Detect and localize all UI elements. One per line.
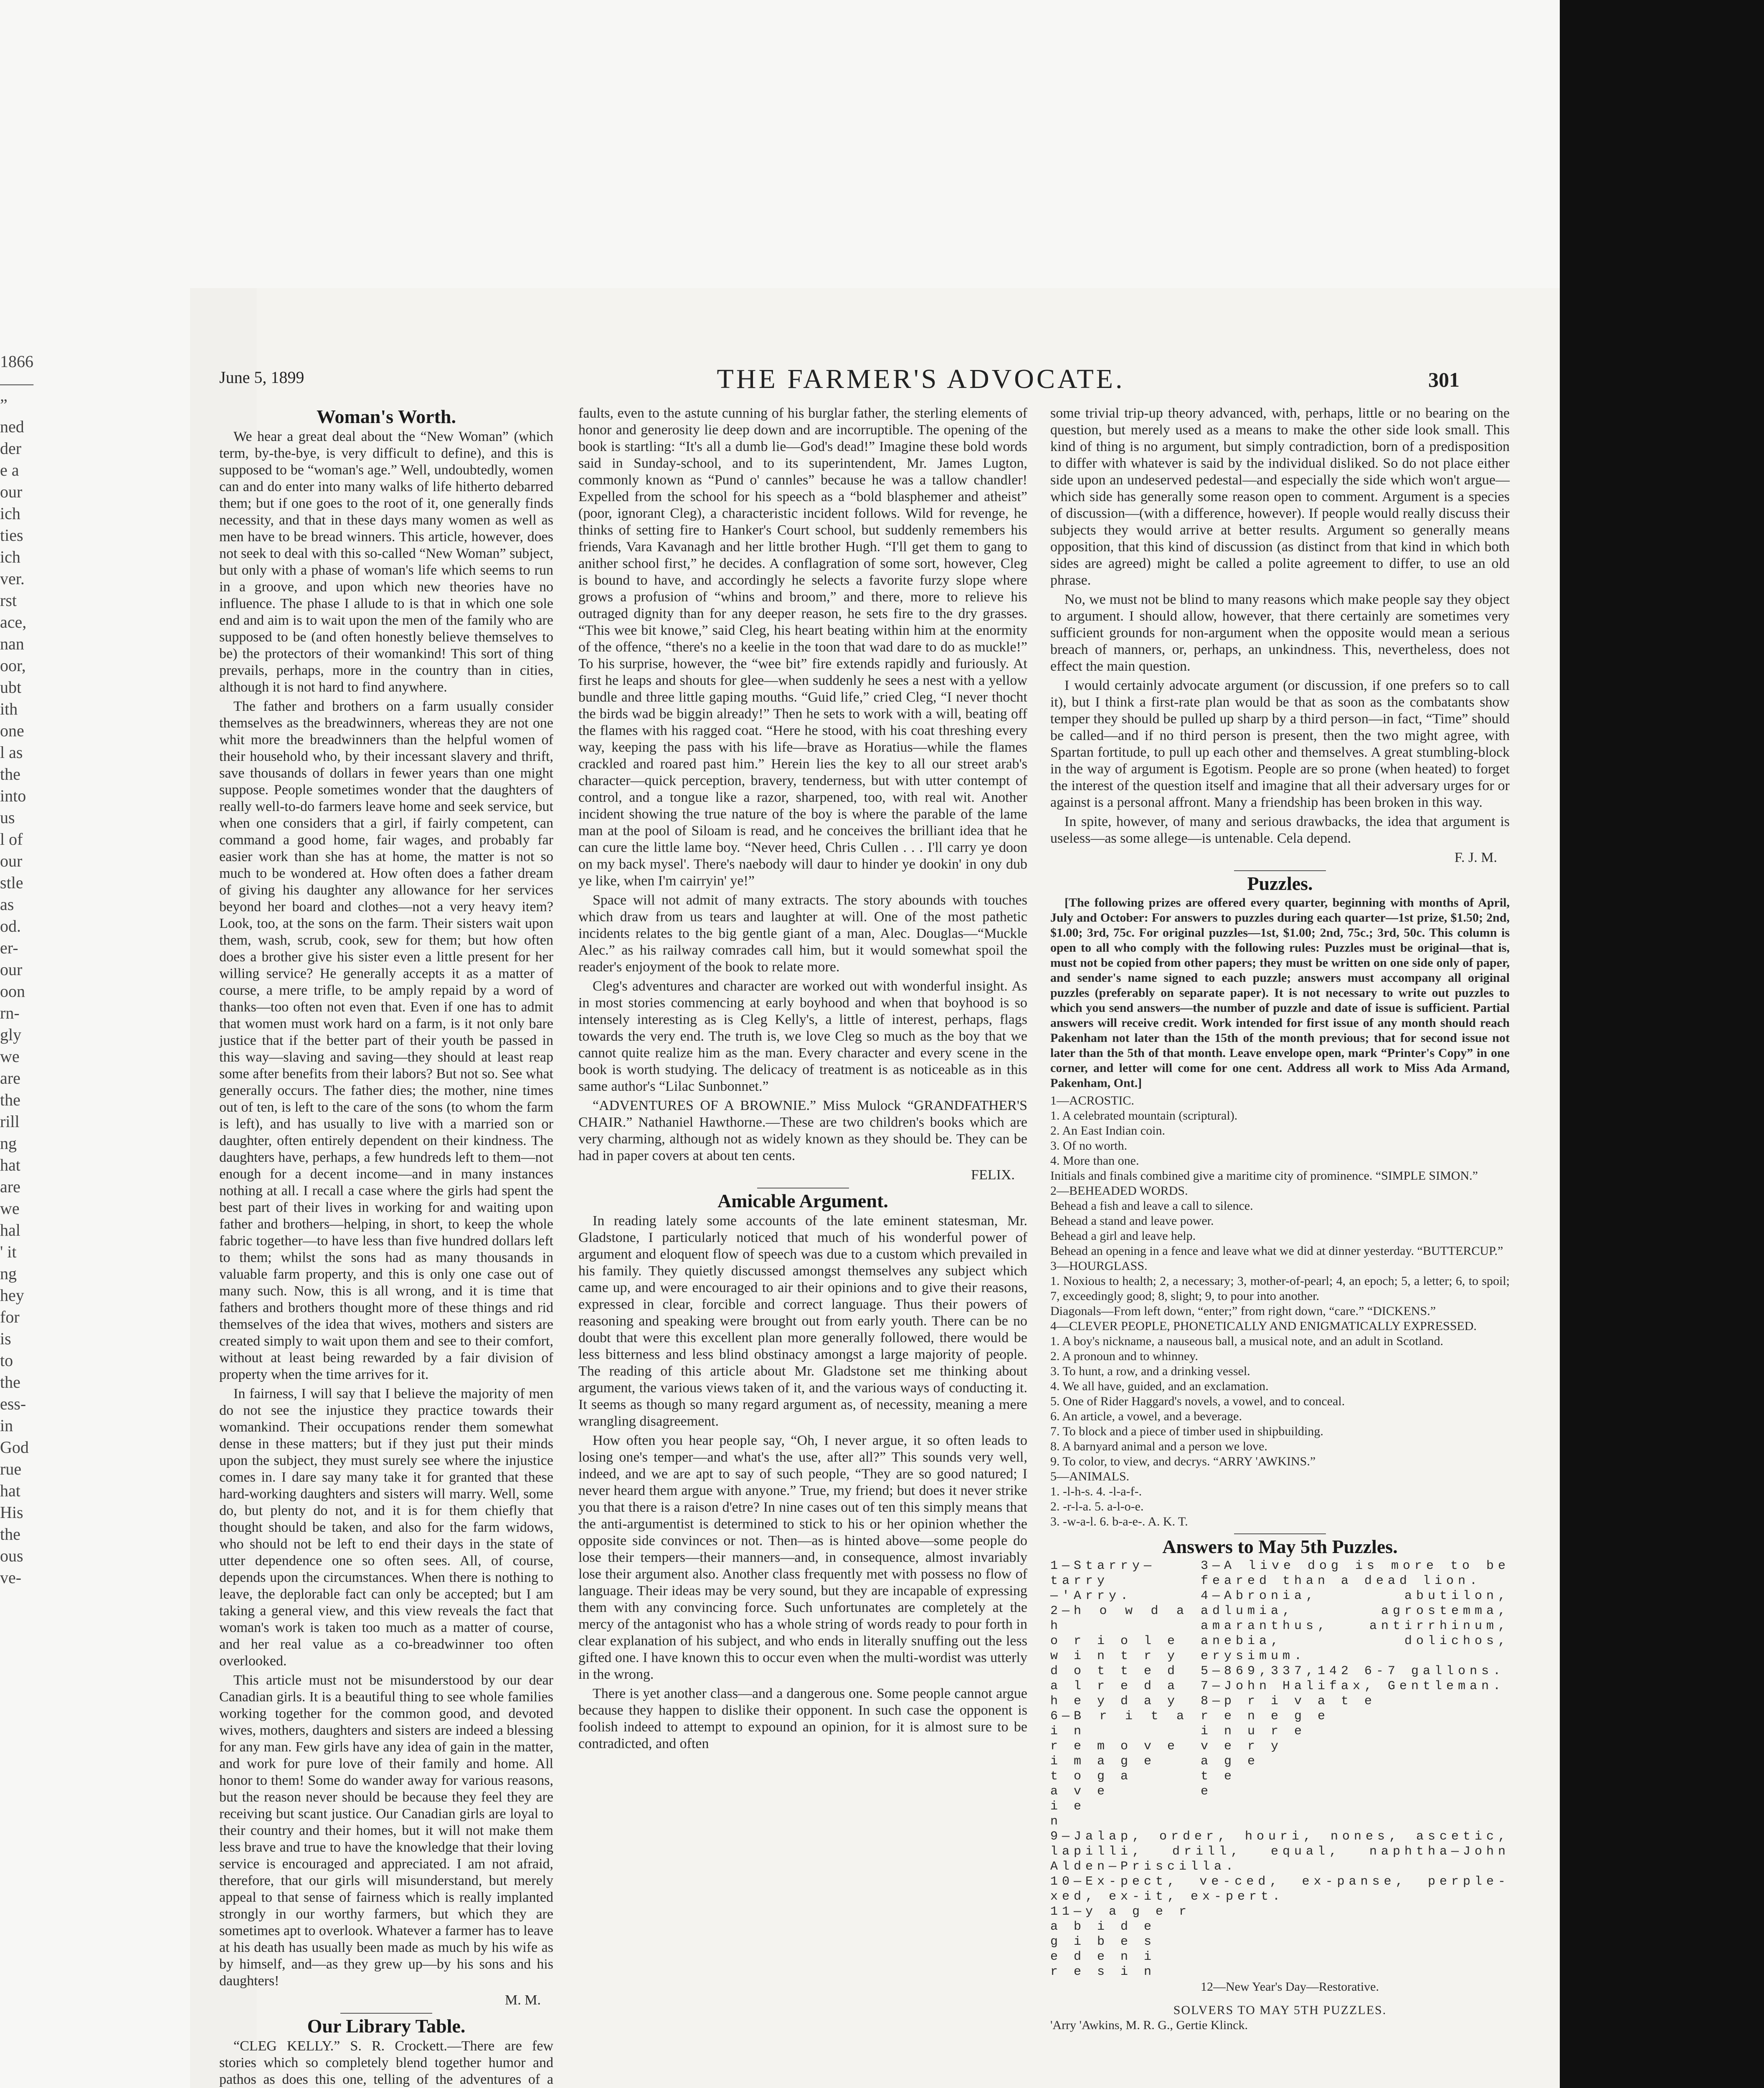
bleed-fragment: 1866: [0, 352, 33, 371]
bleed-fragment: e a: [0, 461, 19, 479]
answer-line: a l r e d a: [1050, 1679, 1179, 1693]
puzzles-intro: [The following prizes are offered every quarter, beginning with months of April, July and October: For answers to puzzles during each quarter—1st prize, $1.50; 2nd, $1.00; 3rd, 75c. For original puzzles—1st, $1.00; 2nd, 75c.; 3rd, 50c. This column is open to all who comply with the following rules: Puzzles must be original—that is, must not be copied from other papers; they must be written on one side only of paper, and sender's name signed to each puzzle; answers must accompany all original puzzles (preferably on separate paper). It is not necessary to write out puzzles to which you send answers—the number of puzzle and date of issue is sufficient. Partial answers will receive credit. Work intended for first issue of any month should reach Pakenham not later than the 15th of the month previous; that for second issue not later than the 5th of that month. Leave envelope open, mark “Printer's Copy” in one corner, and letter will come for one cent. Address all work to Miss Ada Armand, Pakenham, Ont.]: [1050, 896, 1510, 1090]
article-paragraph: No, we must not be blind to many reasons which make people say they object to argument. I should allow, however, that there certainly are sometimes very sufficient grounds for non-argument when the opposite would mean a serious breach of manners, or, perhaps, an unkindness. This, nevertheless, does not effect the main question.: [1050, 592, 1510, 674]
puzzle-line: Behead an opening in a fence and leave what we did at dinner yesterday. “BUTTERCUP.”: [1050, 1244, 1503, 1258]
adjacent-page-fragments: [0, 351, 42, 1589]
bleed-fragment: ace,: [0, 613, 27, 631]
answer-line: i n u r e: [1201, 1724, 1306, 1738]
divider: [1234, 870, 1326, 871]
answer-line: r e n e g e: [1201, 1709, 1330, 1723]
puzzle-line: 2. An East Indian coin.: [1050, 1124, 1165, 1138]
bleed-fragment: for: [0, 1308, 20, 1326]
bleed-fragment: rn-: [0, 1003, 20, 1022]
bleed-fragment: er-: [0, 938, 18, 957]
bleed-fragment: hat: [0, 1481, 20, 1500]
bleed-fragment: ver.: [0, 569, 25, 588]
bleed-fragment: our: [0, 851, 23, 870]
answer-line: o r i o l e: [1050, 1634, 1179, 1648]
article-signature: F. J. M.: [1454, 850, 1497, 865]
bleed-fragment: l as: [0, 743, 23, 762]
answer-line: 10—Ex-pect, ve-ced, ex-panse, perple-xed, ex-it, ex-pert.: [1050, 1875, 1510, 1904]
answer-line: 7—John Halifax, Gentleman.: [1201, 1679, 1505, 1693]
puzzle-line: 1. A boy's nickname, a nauseous ball, a musical note, and an adult in Scotland.: [1050, 1334, 1444, 1348]
puzzles-heading: Puzzles.: [1247, 873, 1313, 894]
article-paragraph: I would certainly advocate argument (or discussion, if one prefers so to call it), but I think a first-rate plan would be that as soon as the combatants show temper they should be pulled up sharp by a third person—in fact, “Time” should be called—and if no third person is present, then the two might agree, with Spartan fortitude, to pull up each other and themselves. A great stumbling-block in the way of argument is Egotism. People are so prone (when heated) to forget the interest of the question itself and imagine that all their adversary urges for or against is a personal affront. Many a friendship has been broken in this way.: [1050, 678, 1510, 810]
bleed-fragment: His: [0, 1503, 23, 1522]
answer-12: 12—New Year's Day—Restorative.: [1201, 1980, 1379, 1994]
answer-line: d o t t e d: [1050, 1664, 1179, 1678]
bleed-fragment: ich: [0, 547, 20, 566]
bleed-fragment: into: [0, 786, 26, 805]
bleed-fragment: ”: [0, 395, 8, 414]
bleed-fragment: we: [0, 1047, 20, 1066]
bleed-fragment: ous: [0, 1546, 23, 1565]
answer-line: 3—A live dog is more to be feared than a dead lion.: [1201, 1559, 1510, 1588]
answer-line: a g e: [1201, 1754, 1260, 1769]
answers-block: [1050, 1558, 1510, 1829]
bleed-fragment: one: [0, 721, 24, 740]
solvers-heading: SOLVERS TO MAY 5TH PUZZLES.: [1173, 2003, 1387, 2017]
bleed-fragment: stle: [0, 873, 23, 892]
article-paragraph: How often you hear people say, “Oh, I never argue, it so often leads to losing one's temper—and what's the use, after all?” This sounds very well, indeed, and we are apt to say of such people, “They are so good natured; I never heard them argue with anyone.” True, my friend; but does it never strike you that there is a raison d'etre? In nine cases out of ten this simply means that the anti-argumentist is determined to stick to his or her opinion whether the opposite side convinces or not. Then—as is hinted above—some people do lose their tempers—their manners—and, in consequence, almost invariably lose their argument also. Another class frequently met with possess no flow of language. Their ideas may be very sound, but they are incapable of expressing them with any convincing force. Such unfortunates are completely at the mercy of the antagonist who has a whole string of words ready to pour forth in clear explanation of his subject, and who ends in literally snuffing out the less gifted one. I have known this to occur even when the multi-wordist was utterly in the wrong.: [578, 1433, 1027, 1682]
bleed-fragment: ith: [0, 699, 18, 718]
bleed-fragment: ng: [0, 1264, 17, 1283]
article-paragraph: “CLEG KELLY.” S. R. Crockett.—There are few stories which so completely blend together humor and pathos as does this one, telling of the adventures of a: [219, 2038, 553, 2087]
scan-border: [1560, 0, 1764, 2088]
bleed-fragment: as: [0, 895, 14, 914]
bleed-fragment: ng: [0, 1134, 17, 1153]
puzzle-line: 6. An article, a vowel, and a beverage.: [1050, 1409, 1242, 1423]
answer-line: 9—Jalap, order, houri, nones, ascetic, lapilli, drill, equal, naphtha—John Alden—Priscilla.: [1050, 1830, 1510, 1874]
article-paragraph: In spite, however, of many and serious drawbacks, the idea that argument is useless—as some allege—is untenable. Cela depend.: [1050, 814, 1510, 846]
puzzle-line: 5—ANIMALS.: [1050, 1470, 1130, 1483]
bleed-fragment: ties: [0, 526, 23, 545]
puzzle-line: 5. One of Rider Haggard's novels, a vowel, and to conceal.: [1050, 1394, 1345, 1408]
issue-date: June 5, 1899: [219, 368, 304, 387]
bleed-fragment: the: [0, 1090, 20, 1109]
puzzle-line: 1. Noxious to health; 2, a necessary; 3, mother-of-pearl; 4, an epoch; 5, a letter; 6, to spoil; 7, exceedingly good; 8, slight; 9, to pour into another.: [1050, 1274, 1510, 1303]
bleed-fragment: nan: [0, 634, 24, 653]
bleed-fragment: rill: [0, 1112, 20, 1131]
article-heading-amicable-argument: Amicable Argument.: [717, 1190, 888, 1211]
article-paragraph: In fairness, I will say that I believe the majority of men do not see the injustice they practice towards their womankind. Their occupations render them somewhat dense in these matters; but if they just put their minds upon the subject, they must surely see where the injustice comes in. I dare say many take it for granted that these hard-working daughters and sisters will marry. Well, some do, but plenty do not, and it is for them chiefly that thought should be taken, and also for the farm widows, who should not be left to end their days in the state of utter dependence one so often sees. All, of course, depends upon the circumstances. When there is nothing to leave, the deplorable fact can only be accepted; but I am taking a general view, and this view reveals the fact that woman's work is taken too much as a matter of course, and her real value as a co-breadwinner too often overlooked.: [219, 1386, 553, 1669]
answer-line: 11—y a g e r: [1050, 1905, 1191, 1919]
answer-line: i e: [1050, 1799, 1086, 1814]
puzzle-line: 9. To color, to view, and decrys. “ARRY 'AWKINS.”: [1050, 1455, 1316, 1468]
answers-right: [1201, 1558, 1510, 1829]
bleed-fragment: rst: [0, 591, 17, 610]
bleed-fragment: the: [0, 1373, 20, 1391]
answer-line: t e: [1201, 1769, 1236, 1784]
answer-line: r e m o v e: [1050, 1739, 1179, 1754]
divider: [340, 2013, 432, 2014]
masthead-title: THE FARMER'S ADVOCATE.: [717, 364, 1125, 394]
article-paragraph: Space will not admit of many extracts. The story abounds with touches which draw from us tears and laughter at will. One of the most pathetic incidents relates to the big gentle giant of a man, Alec. Douglas—“Muckle Alec.” as his railway comrades call him, but it would somewhat spoil the reader's enjoyment of the book to relate more.: [578, 892, 1027, 975]
answer-line: n: [1050, 1814, 1062, 1829]
bleed-fragment: ess-: [0, 1394, 26, 1413]
solvers-list: 'Arry 'Awkins, M. R. G., Gertie Klinck.: [1050, 2018, 1248, 2032]
bleed-fragment: hal: [0, 1221, 20, 1239]
bleed-fragment: hey: [0, 1286, 24, 1305]
bleed-fragment: ve-: [0, 1568, 22, 1587]
bleed-fragment: ned: [0, 417, 24, 436]
answer-line: v e r y: [1201, 1739, 1283, 1754]
answer-line: e d e n i: [1050, 1950, 1156, 1964]
article-paragraph: faults, even to the astute cunning of his burglar father, the sterling elements of honor and generosity lie deep down and are incorruptible. The opening of the book is startling: “It's all a dumb lie—God's dead!” Imagine these bold words said in Sunday-school, and to its superintendent, Mr. James Lugton, commonly known as “Pund o' cannles” because he was a tallow chandler! Expelled from the school for his speech as a “bold blasphemer and atheist” (poor, ignorant Cleg), a characteristic incident follows. Wild for revenge, he thinks of setting fire to Hanker's Court school, but suddenly remembers his friends, Vara Kavanagh and her little brother Hugh. “I'll get them to gang to anither school first,” he decides. A conflagration of some sort, however, Cleg is bound to have, and accordingly he selects a favorite furzy slope where grows a profusion of “whins and broom,” and there, more to relieve his outraged dignity than for any deeper reason, he sets fire to the dry grasses. “This wee bit knowe,” said Cleg, his heart beating within him at the enormity of the offence, “there's no a keelie in the toon that wad dare to do as muckle!” To his surprise, however, the “wee bit” fire extends rapidly and furiously. At first he leaps and shouts for glee—when suddenly he sees a nest with a yellow bundle and three little gaping mouths. “Guid life,” cried Cleg, “I never thocht the birds wad be biggin already!” Then he sets to work with a will, beating off the flames with his ragged coat. “Here he stood, with his coat threshing every way, keeping the pass with his life—brave as Horatius—while the flames crackled and roared past him.” Herein lies the key to all our street arab's character—quick perception, bravery, tenderness, but with utter contempt of control, and a tongue like a razor, sharpened, too, with real wit. Another incident showing the true nature of the boy is where the parable of the lame man at the pool of Siloam is read, and he conceives the brilliant idea that he can cure the little lame boy. “Never heed, Chris Cullen . . . I'll carry ye doon on my back mysel'. There's naebody will daur to hinder ye dookin' in ony dub ye like, when I'm cairryin' ye!”: [578, 405, 1027, 889]
puzzle-line: 4—CLEVER PEOPLE, PHONETICALLY AND ENIGMATICALLY EXPRESSED.: [1050, 1319, 1477, 1333]
article-paragraph: some trivial trip-up theory advanced, with, perhaps, little or no bearing on the question, but merely used as a means to make the other side look small. This kind of thing is no argument, but simply contradiction, born of a predisposition to differ with whatever is said by the individual disliked. So do not place either side upon an undeserved pedestal—and especially the side which won't argue—which side has generally some reason open to comment. Argument is a species of discussion—(with a difference, however). If people would really discuss their subjects they would arrive at better results. Argument so generally means opposition, that this kind of discussion (as distinct from that kind in which both sides are agreed) might be called a polite agreement to differ, to use an old phrase.: [1050, 405, 1510, 588]
answer-line: t o g a: [1050, 1769, 1133, 1784]
puzzle-line: 1. A celebrated mountain (scriptural).: [1050, 1109, 1238, 1123]
answer-line: w i n t r y: [1050, 1649, 1179, 1663]
answer-line: e: [1201, 1784, 1213, 1799]
column-right: [1050, 405, 1510, 2033]
bleed-fragment: ' it: [0, 1242, 17, 1261]
bleed-fragment: God: [0, 1438, 29, 1457]
puzzle-line: 4. We all have, guided, and an exclamation.: [1050, 1379, 1269, 1393]
bleed-fragment: gly: [0, 1025, 22, 1044]
answer-line: 8—p r i v a t e: [1201, 1694, 1376, 1708]
puzzle-line: Behead a fish and leave a call to silence.: [1050, 1199, 1253, 1213]
puzzle-line: Behead a stand and leave power.: [1050, 1214, 1214, 1228]
article-heading-womans-worth: Woman's Worth.: [317, 406, 456, 427]
puzzle-line: 2—BEHEADED WORDS.: [1050, 1184, 1188, 1198]
puzzle-line: 4. More than one.: [1050, 1154, 1139, 1168]
puzzles-list: [1050, 1093, 1510, 1529]
puzzle-line: Initials and finals combined give a maritime city of prominence. “SIMPLE SIMON.”: [1050, 1169, 1478, 1183]
bleed-fragment: oon: [0, 982, 25, 1001]
puzzle-line: Diagonals—From left down, “enter;” from right down, “care.” “DICKENS.”: [1050, 1304, 1436, 1318]
bleed-fragment: to: [0, 1351, 13, 1370]
puzzle-line: 2. A pronoun and to whinney.: [1050, 1349, 1198, 1363]
puzzle-line: 3. To hunt, a row, and a drinking vessel.: [1050, 1364, 1250, 1378]
answer-line: a b i d e: [1050, 1920, 1156, 1934]
puzzle-line: Behead a girl and leave help.: [1050, 1229, 1196, 1243]
bleed-fragment: der: [0, 439, 22, 458]
puzzle-line: 1—ACROSTIC.: [1050, 1094, 1134, 1107]
answer-line: 4—Abronia, abutilon, adlumia, agrostemma, amaranthus, antirrhinum, anebia, dolichos, erysimum.: [1201, 1589, 1510, 1663]
puzzle-line: 7. To block and a piece of timber used in shipbuilding.: [1050, 1424, 1323, 1438]
answer-line: h e y d a y: [1050, 1694, 1179, 1708]
article-signature: M. M.: [505, 1992, 541, 2008]
puzzle-line: 1. -l-h-s. 4. -l-a-f-.: [1050, 1485, 1142, 1498]
answer-line: 1—Starry—tarry—'Arry.: [1050, 1559, 1156, 1603]
answer-line: a v e: [1050, 1784, 1109, 1799]
bleed-fragment: hat: [0, 1155, 20, 1174]
article-heading-library-table: Our Library Table.: [307, 2015, 466, 2037]
article-paragraph: This article must not be misunderstood by our dear Canadian girls. It is a beautiful thing to see whole families working together for the common good, and devoted wives, mothers, daughters and sisters are indeed a blessing for any man. Few girls have any idea of gain in the matter, and work for pure love of their family and home. All honor to them! Some do wander away for various reasons, but the reason never should be because they feel they are receiving but scant justice. Our Canadian girls are loyal to their country and their homes, but it will not make them less brave and true to have the knowledge that their loving service is encouraged and appreciated. I am not afraid, therefore, that our girls will misunderstand, but merely appeal to that sense of fairness which is really implanted strongly in our worthy farmers, but which they are sometimes apt to overlook. Whatever a farmer has to leave at his death has usually been made as much by his wife as by himself, and—as they grew up—by his sons and his daughters!: [219, 1672, 553, 1989]
bleed-fragment: us: [0, 808, 15, 827]
puzzle-line: 3. Of no worth.: [1050, 1139, 1128, 1153]
answer-line: 6—B r i t a i n: [1050, 1709, 1188, 1738]
article-paragraph: There is yet another class—and a dangerous one. Some people cannot argue because they happen to dislike their opponent. In such case the opponent is foolish indeed to attempt to expound an opinion, for it is almost sure to be contradicted, and often: [578, 1686, 1027, 1751]
bleed-fragment: the: [0, 765, 20, 783]
bleed-fragment: od.: [0, 917, 21, 935]
bleed-fragment: are: [0, 1177, 20, 1196]
bleed-fragment: are: [0, 1069, 20, 1087]
article-signature: FELIX.: [971, 1167, 1015, 1183]
answer-line: i m a g e: [1050, 1754, 1156, 1769]
bleed-fragment: ich: [0, 504, 20, 523]
bleed-fragment: the: [0, 1525, 20, 1543]
article-paragraph: We hear a great deal about the “New Woman” (which term, by-the-bye, is very difficult to define), and this is supposed to be “woman's age.” Well, undoubtedly, women can and do enter into many walks of life hitherto debarred them; but if one goes to the root of it, one generally finds necessity, and that in these days many women as well as men have to be bread winners. This article, however, does not seek to deal with this so-called “New Woman” subject, but only with a phase of woman's life which seems to run in a groove, and upon which new theories have no influence. The phase I allude to is that in which one sole end and aim is to wait upon the men of the family who are supposed to be (and often honestly believe themselves to be) the protectors of their womankind! This sort of thing prevails, perhaps, more in the country than in cities, although it is not hard to find anywhere.: [219, 429, 553, 695]
answers-left: [1050, 1558, 1188, 1829]
bleed-fragment: we: [0, 1199, 20, 1218]
bleed-fragment: is: [0, 1329, 11, 1348]
bleed-fragment: our: [0, 960, 23, 979]
bleed-fragment: ubt: [0, 678, 22, 697]
bleed-fragment: rue: [0, 1460, 22, 1478]
puzzle-line: 2. -r-l-a. 5. a-l-o-e.: [1050, 1500, 1144, 1513]
answers-heading: Answers to May 5th Puzzles.: [1162, 1536, 1398, 1557]
bleed-fragment: in: [0, 1416, 13, 1435]
page-number: 301: [1428, 368, 1460, 391]
answers-tail: [1050, 1829, 1510, 1979]
answer-line: r e s i n: [1050, 1965, 1156, 1979]
puzzle-line: 3—HOURGLASS.: [1050, 1259, 1148, 1273]
bleed-fragment: our: [0, 482, 23, 501]
bleed-fragment: l of: [0, 830, 23, 849]
column-middle: [578, 405, 1027, 1755]
article-paragraph: The father and brothers on a farm usually consider themselves as the breadwinners, whereas they are not one whit more the breadwinners than the helpful women of their household who, by their incessant slavery and thrift, save thousands of dollars in fewer years than one might suppose. People sometimes wonder that the daughters of really well-to-do farmers leave home and seek service, but when one considers that a girl, if fairly competent, can command a good home, fair wages, and probably far easier work than she has at home, the matter is not so much to be wondered at. How often does a father dream of giving his daughter any allowance for her services beyond her board and clothes—not a very heavy item? Look, too, at the sons on the farm. Their sisters wait upon them, wash, scrub, cook, sew for them; but how often does a brother give his sister even a little present for her willing service? He generally accepts it as a matter of course, a mere trifle, to be amply repaid by a word of thanks—too often not even that. Even if one has to admit that women must work hard on a farm, is it not only bare justice that if the better part of their youth be passed in this way—slaving and saving—they should at least reap some after benefits from their labors? But not so. See what generally occurs. The father dies; the mother, nine times out of ten, is left to the care of the sons (to whom the farm is left), and has usually to live with a married son or daughter, often entirely dependent on their kindness. The daughters have, perhaps, a few hundreds left to them—not enough for a decent income—and in many instances nothing at all. I recall a case where the girls had spent the best part of their lives in working for and waiting upon father and brothers—helping, in short, to keep the whole fabric together—to have less than five hundred dollars left to them; whilst the sons had as many thousands in valuable farm property, and this is only one case out of many such. Now, this is all wrong, and it is time that fathers and brothers thought more of these things and rid themselves of the idea that wives, mothers and sisters are created simply to wait upon them and see to their comfort, without at least being rewarded by a fair division of property when the time arrives for it.: [219, 699, 553, 1382]
puzzle-line: 8. A barnyard animal and a person we love.: [1050, 1439, 1267, 1453]
puzzle-line: 3. -w-a-l. 6. b-a-e-. A. K. T.: [1050, 1515, 1188, 1528]
article-paragraph: “ADVENTURES OF A BROWNIE.” Miss Mulock “GRANDFATHER'S CHAIR.” Nathaniel Hawthorne.—These are two children's books which are very charming, although not as widely known as they should be. They can be had in paper covers at about ten cents.: [578, 1098, 1027, 1163]
answer-line: g i b e s: [1050, 1935, 1156, 1949]
divider: [1234, 1533, 1326, 1534]
bleed-fragment: oor,: [0, 656, 26, 675]
article-paragraph: Cleg's adventures and character are worked out with wonderful insight. As in most stories commencing at early boyhood and when that boyhood is so intensely interesting as is Cleg Kelly's, a little of interest, perhaps, flags towards the very end. The truth is, we love Cleg so much as the boy that we cannot quite realize him as the man. Every character and every scene in the book is worth studying. The delicacy of treatment is as noticeable as in this same author's “Lilac Sunbonnet.”: [578, 978, 1027, 1094]
article-paragraph: In reading lately some accounts of the late eminent statesman, Mr. Gladstone, I particularly noticed that much of his wonderful power of argument and eloquent flow of speech was due to a custom which prevailed in his family. They quietly discussed amongst themselves any subject which came up, and were encouraged to air their opinions and to give their reasons, expressed in clear, forcible and correct language. Thus their powers of reasoning and speaking were brought out from early youth. There can be no doubt that were this excellent plan more generally followed, there would be less bitterness and less blind obstinacy amongst a large majority of people. The reading of this article about Mr. Gladstone set me thinking about argument, the various views taken of it, and the various ways of conducting it. It seems as though so many regard argument as, of necessity, meaning a mere wrangling disagreement.: [578, 1213, 1027, 1429]
column-left: [219, 405, 553, 2088]
answer-line: 5—869,337,142 6-7 gallons.: [1201, 1664, 1505, 1678]
answer-line: 2—h o w d a h: [1050, 1604, 1188, 1633]
bleed-fragment: ——: [0, 374, 33, 393]
